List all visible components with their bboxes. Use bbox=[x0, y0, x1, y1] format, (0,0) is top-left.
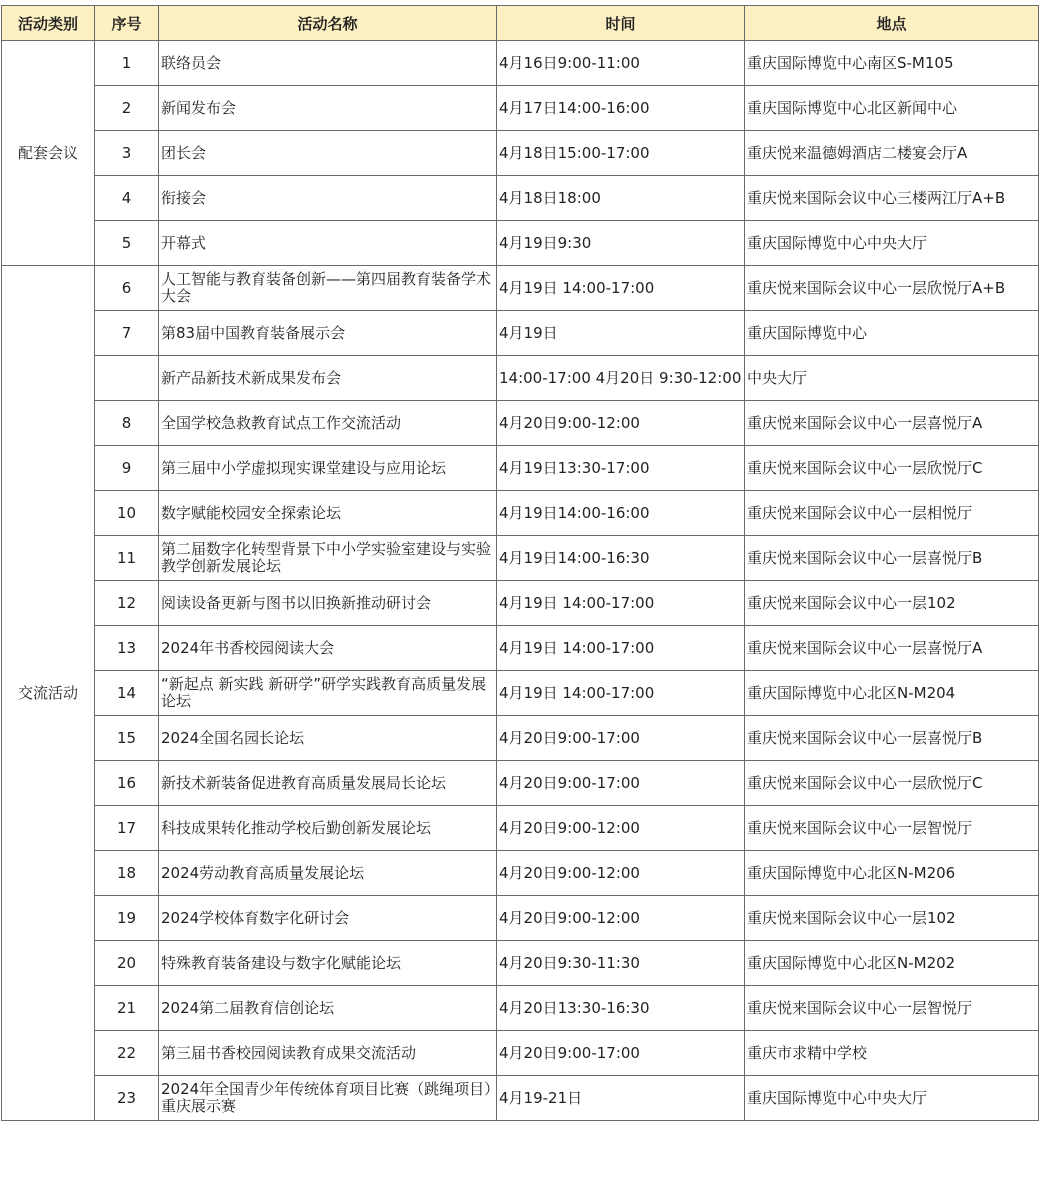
time-cell: 4月19日14:00-16:00 bbox=[497, 491, 745, 536]
table-row bbox=[2, 986, 1039, 1031]
location-cell: 重庆悦来国际会议中心一层102 bbox=[745, 896, 1039, 941]
row-number-cell: 22 bbox=[95, 1031, 159, 1076]
location-cell: 重庆悦来国际会议中心一层102 bbox=[745, 581, 1039, 626]
activity-schedule-table bbox=[1, 5, 1039, 1121]
time-cell: 4月20日9:00-12:00 bbox=[497, 896, 745, 941]
activity-name-cell: 团长会 bbox=[159, 131, 497, 176]
time-cell: 4月19日14:00-16:30 bbox=[497, 536, 745, 581]
location-cell: 重庆国际博览中心中央大厅 bbox=[745, 221, 1039, 266]
table-row bbox=[2, 401, 1039, 446]
activity-name-cell: 人工智能与教育装备创新——第四届教育装备学术大会 bbox=[159, 266, 497, 311]
header-time: 时间 bbox=[497, 6, 745, 41]
table-row bbox=[2, 266, 1039, 311]
table-row bbox=[2, 536, 1039, 581]
activity-name-cell: 第三届中小学虚拟现实课堂建设与应用论坛 bbox=[159, 446, 497, 491]
location-cell: 重庆悦来国际会议中心一层智悦厅 bbox=[745, 986, 1039, 1031]
location-cell: 重庆市求精中学校 bbox=[745, 1031, 1039, 1076]
activity-name-cell: 新闻发布会 bbox=[159, 86, 497, 131]
time-cell: 4月20日9:00-12:00 bbox=[497, 806, 745, 851]
location-cell: 重庆悦来国际会议中心三楼两江厅A+B bbox=[745, 176, 1039, 221]
row-number-cell: 13 bbox=[95, 626, 159, 671]
header-name: 活动名称 bbox=[159, 6, 497, 41]
location-cell: 重庆国际博览中心北区N-M206 bbox=[745, 851, 1039, 896]
time-cell: 4月19日 14:00-17:00 bbox=[497, 266, 745, 311]
time-cell: 4月20日9:30-11:30 bbox=[497, 941, 745, 986]
row-number-cell: 4 bbox=[95, 176, 159, 221]
location-cell: 重庆悦来国际会议中心一层欣悦厅C bbox=[745, 761, 1039, 806]
row-number-cell: 9 bbox=[95, 446, 159, 491]
table-row bbox=[2, 851, 1039, 896]
time-cell: 4月20日9:00-17:00 bbox=[497, 761, 745, 806]
table-row bbox=[2, 311, 1039, 356]
row-number-cell: 21 bbox=[95, 986, 159, 1031]
table-row bbox=[2, 491, 1039, 536]
activity-name-cell: 新技术新装备促进教育高质量发展局长论坛 bbox=[159, 761, 497, 806]
location-cell: 重庆悦来国际会议中心一层欣悦厅C bbox=[745, 446, 1039, 491]
time-cell: 4月19日 14:00-17:00 bbox=[497, 671, 745, 716]
table-row bbox=[2, 446, 1039, 491]
location-cell: 重庆悦来国际会议中心一层智悦厅 bbox=[745, 806, 1039, 851]
location-cell: 重庆悦来温德姆酒店二楼宴会厅A bbox=[745, 131, 1039, 176]
table-row bbox=[2, 1031, 1039, 1076]
table-row bbox=[2, 1076, 1039, 1121]
time-cell: 4月20日9:00-12:00 bbox=[497, 401, 745, 446]
row-number-cell: 10 bbox=[95, 491, 159, 536]
location-cell: 重庆国际博览中心北区N-M202 bbox=[745, 941, 1039, 986]
row-number-cell: 14 bbox=[95, 671, 159, 716]
row-number-cell: 12 bbox=[95, 581, 159, 626]
table-row bbox=[2, 581, 1039, 626]
row-number-cell: 8 bbox=[95, 401, 159, 446]
activity-name-cell: 衔接会 bbox=[159, 176, 497, 221]
activity-name-cell: 科技成果转化推动学校后勤创新发展论坛 bbox=[159, 806, 497, 851]
table-body bbox=[2, 41, 1039, 1121]
activity-name-cell: 2024学校体育数字化研讨会 bbox=[159, 896, 497, 941]
activity-name-cell: 第83届中国教育装备展示会 bbox=[159, 311, 497, 356]
table-row bbox=[2, 626, 1039, 671]
table-row bbox=[2, 221, 1039, 266]
table-row bbox=[2, 671, 1039, 716]
time-cell: 4月18日15:00-17:00 bbox=[497, 131, 745, 176]
table-row bbox=[2, 131, 1039, 176]
table-row bbox=[2, 896, 1039, 941]
row-number-cell: 17 bbox=[95, 806, 159, 851]
row-number-cell bbox=[95, 356, 159, 401]
row-number-cell: 3 bbox=[95, 131, 159, 176]
row-number-cell: 19 bbox=[95, 896, 159, 941]
table-row bbox=[2, 716, 1039, 761]
activity-name-cell: 数字赋能校园安全探索论坛 bbox=[159, 491, 497, 536]
location-cell: 重庆国际博览中心中央大厅 bbox=[745, 1076, 1039, 1121]
activity-name-cell: 第二届数字化转型背景下中小学实验室建设与实验教学创新发展论坛 bbox=[159, 536, 497, 581]
activity-name-cell: 新产品新技术新成果发布会 bbox=[159, 356, 497, 401]
row-number-cell: 6 bbox=[95, 266, 159, 311]
activity-name-cell: 阅读设备更新与图书以旧换新推动研讨会 bbox=[159, 581, 497, 626]
row-number-cell: 20 bbox=[95, 941, 159, 986]
location-cell: 重庆国际博览中心 bbox=[745, 311, 1039, 356]
location-cell: 重庆国际博览中心北区N-M204 bbox=[745, 671, 1039, 716]
activity-name-cell: 特殊教育装备建设与数字化赋能论坛 bbox=[159, 941, 497, 986]
row-number-cell: 7 bbox=[95, 311, 159, 356]
activity-name-cell: 联络员会 bbox=[159, 41, 497, 86]
time-cell: 4月20日9:00-17:00 bbox=[497, 716, 745, 761]
table-row bbox=[2, 761, 1039, 806]
location-cell: 重庆悦来国际会议中心一层相悦厅 bbox=[745, 491, 1039, 536]
activity-name-cell: 2024全国名园长论坛 bbox=[159, 716, 497, 761]
activity-name-cell: 2024劳动教育高质量发展论坛 bbox=[159, 851, 497, 896]
time-cell: 4月19日 bbox=[497, 311, 745, 356]
location-cell: 中央大厅 bbox=[745, 356, 1039, 401]
table-row bbox=[2, 941, 1039, 986]
header-category: 活动类别 bbox=[2, 6, 95, 41]
row-number-cell: 11 bbox=[95, 536, 159, 581]
location-cell: 重庆悦来国际会议中心一层喜悦厅A bbox=[745, 401, 1039, 446]
activity-name-cell: “新起点 新实践 新研学”研学实践教育高质量发展论坛 bbox=[159, 671, 497, 716]
row-number-cell: 18 bbox=[95, 851, 159, 896]
row-number-cell: 2 bbox=[95, 86, 159, 131]
activity-name-cell: 全国学校急救教育试点工作交流活动 bbox=[159, 401, 497, 446]
row-number-cell: 15 bbox=[95, 716, 159, 761]
time-cell: 14:00-17:00 4月20日 9:30-12:00 bbox=[497, 356, 745, 401]
location-cell: 重庆悦来国际会议中心一层喜悦厅B bbox=[745, 716, 1039, 761]
table-row bbox=[2, 176, 1039, 221]
header-place: 地点 bbox=[745, 6, 1039, 41]
location-cell: 重庆国际博览中心南区S-M105 bbox=[745, 41, 1039, 86]
row-number-cell: 23 bbox=[95, 1076, 159, 1121]
location-cell: 重庆悦来国际会议中心一层喜悦厅B bbox=[745, 536, 1039, 581]
activity-name-cell: 2024第二届教育信创论坛 bbox=[159, 986, 497, 1031]
activity-name-cell: 2024年全国青少年传统体育项目比赛（跳绳项目）重庆展示赛 bbox=[159, 1076, 497, 1121]
time-cell: 4月18日18:00 bbox=[497, 176, 745, 221]
table-row bbox=[2, 86, 1039, 131]
activity-name-cell: 开幕式 bbox=[159, 221, 497, 266]
row-number-cell: 16 bbox=[95, 761, 159, 806]
table-row bbox=[2, 356, 1039, 401]
table-row bbox=[2, 41, 1039, 86]
category-cell: 配套会议 bbox=[2, 41, 95, 266]
activity-name-cell: 2024年书香校园阅读大会 bbox=[159, 626, 497, 671]
time-cell: 4月19日9:30 bbox=[497, 221, 745, 266]
activity-name-cell: 第三届书香校园阅读教育成果交流活动 bbox=[159, 1031, 497, 1076]
time-cell: 4月20日9:00-12:00 bbox=[497, 851, 745, 896]
location-cell: 重庆悦来国际会议中心一层喜悦厅A bbox=[745, 626, 1039, 671]
location-cell: 重庆悦来国际会议中心一层欣悦厅A+B bbox=[745, 266, 1039, 311]
table-header-row bbox=[2, 6, 1039, 41]
time-cell: 4月16日9:00-11:00 bbox=[497, 41, 745, 86]
location-cell: 重庆国际博览中心北区新闻中心 bbox=[745, 86, 1039, 131]
table-row bbox=[2, 806, 1039, 851]
time-cell: 4月19日13:30-17:00 bbox=[497, 446, 745, 491]
time-cell: 4月19日 14:00-17:00 bbox=[497, 581, 745, 626]
time-cell: 4月19-21日 bbox=[497, 1076, 745, 1121]
category-cell: 交流活动 bbox=[2, 266, 95, 1121]
time-cell: 4月17日14:00-16:00 bbox=[497, 86, 745, 131]
row-number-cell: 1 bbox=[95, 41, 159, 86]
row-number-cell: 5 bbox=[95, 221, 159, 266]
header-no: 序号 bbox=[95, 6, 159, 41]
time-cell: 4月20日9:00-17:00 bbox=[497, 1031, 745, 1076]
time-cell: 4月19日 14:00-17:00 bbox=[497, 626, 745, 671]
time-cell: 4月20日13:30-16:30 bbox=[497, 986, 745, 1031]
